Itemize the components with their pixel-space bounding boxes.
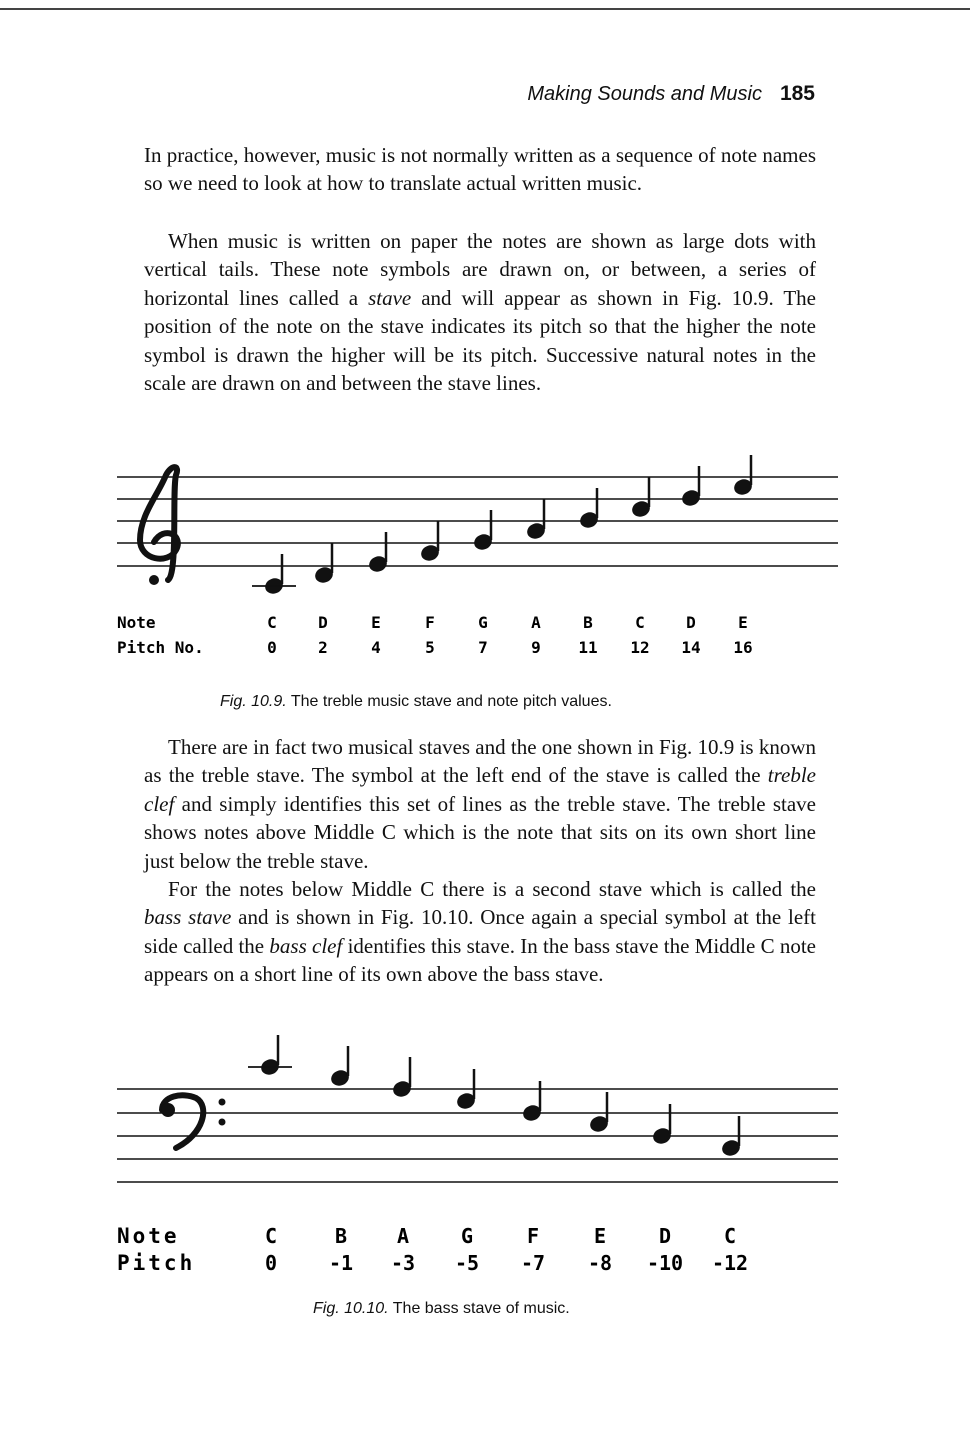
bass-pitch-label: -10 [646, 1251, 684, 1275]
treble-pitch-label: 11 [578, 638, 598, 657]
treble-row2-label: Pitch No. [117, 638, 204, 657]
treble-note-name-label: C [635, 613, 645, 632]
treble-note-name-label: E [371, 613, 381, 632]
paragraph-2-text-b: and will appear as shown in Fig. 10.9. The position of the note on the stave indicates its pitch so that the higher the note symbol is drawn the higher will be its pitch. Successive natural notes in the scale are drawn on and between the stave lines. [144, 285, 816, 396]
bass-note-name-label: B [334, 1224, 348, 1248]
paragraph-1 [144, 141, 816, 198]
bass-stave-figure [0, 1030, 970, 1280]
bass-clef-term: bass clef [269, 933, 343, 958]
bass-note-name-label: D [658, 1224, 672, 1248]
bass-note-name-label: E [593, 1224, 607, 1248]
bass-note-name-label: G [460, 1224, 474, 1248]
treble-note-name-label: G [478, 613, 488, 632]
treble-caption-text: The treble music stave and note pitch values. [286, 693, 612, 710]
bass-pitch-label: -1 [328, 1251, 354, 1275]
paragraph-4-text-c: identifies this stave. In the bass stave the Middle C note appears on a short line of its own above the bass stave. [144, 933, 817, 987]
treble-pitch-label: 4 [371, 638, 381, 657]
paragraph-4-text-b: and is shown in Fig. 10.10. Once again a special symbol at the left side called the [144, 905, 816, 958]
bass-notes [248, 1035, 742, 1158]
treble-clef-icon [140, 467, 178, 585]
bass-note-name-label: C [264, 1224, 278, 1248]
bass-pitch-label: -3 [390, 1251, 416, 1275]
treble-pitch-label: 2 [318, 638, 328, 657]
bass-caption-label: Fig. 10.10. [313, 1300, 389, 1317]
running-header [527, 82, 815, 106]
page-number: 185 [779, 82, 815, 105]
bass-pitch-label: -12 [711, 1251, 749, 1275]
bass-pitch-label: 0 [264, 1251, 278, 1275]
treble-pitch-label: 0 [267, 638, 277, 657]
treble-stave-lines [117, 477, 838, 566]
treble-caption-label: Fig. 10.9. [220, 693, 287, 710]
paragraph-4-text-a: For the notes below Middle C there is a second stave which is called the [168, 877, 816, 901]
treble-pitch-label: 5 [425, 638, 435, 657]
treble-note-name-label: C [267, 613, 277, 632]
treble-note-name-label: F [425, 613, 435, 632]
bass-pitches [265, 1251, 748, 1275]
treble-caption [220, 693, 612, 711]
treble-stave-figure [0, 450, 970, 675]
bass-note-name-label: A [396, 1224, 410, 1248]
bass-row2-label: Pitch [117, 1251, 196, 1275]
bass-clef-icon [161, 1095, 226, 1148]
treble-row1-label: Note [117, 613, 156, 632]
treble-pitch-label: 12 [630, 638, 650, 657]
treble-pitch-label: 7 [478, 638, 488, 657]
paragraph-2 [144, 227, 816, 397]
treble-note-name-label: E [738, 613, 748, 632]
treble-clef-term: treble clef [144, 763, 816, 816]
paragraph-2-text-a: When music is written on paper the notes are shown as large dots with vertical tails. These note symbols are drawn on, or between, a series of horizontal lines called a [144, 229, 816, 310]
treble-note-names [267, 613, 748, 632]
treble-note-name-label: A [531, 613, 541, 632]
treble-stave-svg [0, 450, 970, 675]
paragraph-3-text-a: There are in fact two musical staves and the one shown in Fig. 10.9 is known as the treble stave. The symbol at the left end of the stave is called the [144, 735, 816, 788]
bass-caption [313, 1300, 570, 1318]
bass-stave-svg [0, 1030, 970, 1280]
bass-pitch-label: -7 [520, 1251, 546, 1275]
paragraph-1-text: In practice, however, music is not normally written as a sequence of note names so we need to look at how to translate actual written music. [144, 143, 816, 196]
treble-note-name-label: B [583, 613, 593, 632]
bass-pitch-label: -5 [454, 1251, 480, 1275]
paragraph-4 [144, 875, 816, 989]
chapter-title: Making Sounds and Music [527, 83, 762, 105]
paragraph-3-text-b: and simply identifies this set of lines as the treble stave. The treble stave shows notes above Middle C which is the note that sits on its own short line just below the treble stave. [144, 791, 816, 873]
treble-notes [252, 455, 754, 596]
treble-pitch-label: 9 [531, 638, 541, 657]
bass-note-name-label: C [723, 1224, 737, 1248]
bass-stave-term: bass stave [144, 905, 232, 930]
bass-note-name-label: F [526, 1224, 540, 1248]
treble-pitch-label: 14 [681, 638, 701, 657]
bass-caption-text: The bass stave of music. [388, 1300, 570, 1317]
bass-pitch-label: -8 [587, 1251, 613, 1275]
treble-pitch-label: 16 [733, 638, 753, 657]
top-rule [0, 8, 970, 10]
treble-note-name-label: D [318, 613, 328, 632]
treble-note-name-label: D [686, 613, 696, 632]
paragraph-3 [144, 733, 816, 875]
stave-term: stave [368, 285, 412, 310]
treble-pitches [267, 638, 752, 657]
bass-row1-label: Note [117, 1224, 180, 1248]
bass-note-names [265, 1224, 736, 1248]
